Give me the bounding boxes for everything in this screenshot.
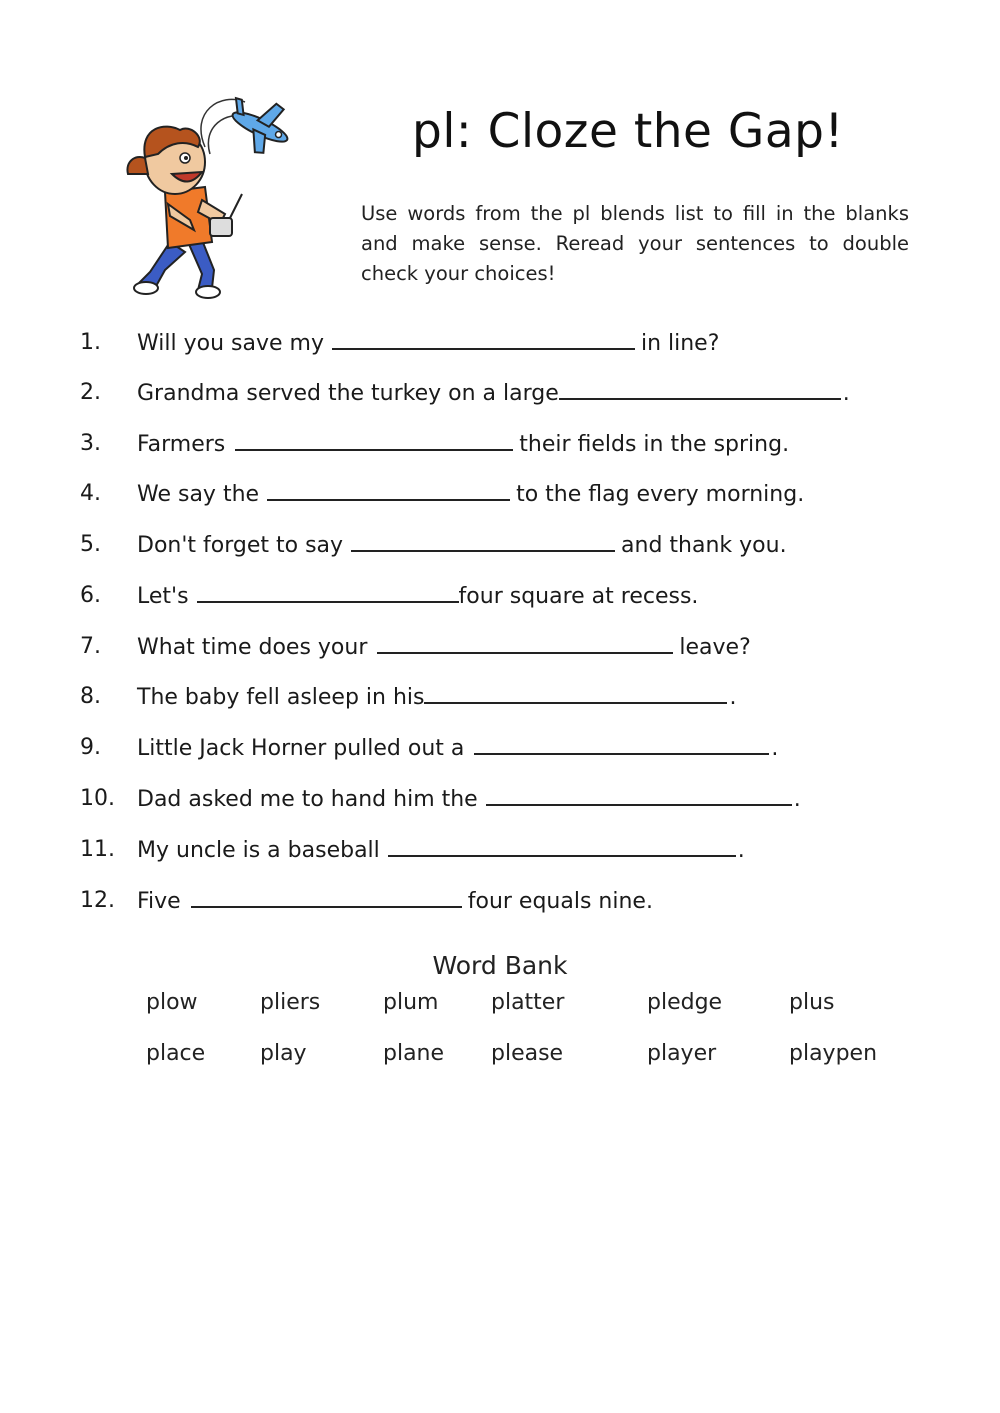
question-number: 4.: [80, 481, 101, 506]
question-text-before: Grandma served the turkey on a large: [137, 381, 559, 406]
page-title: pl: Cloze the Gap!: [412, 104, 844, 159]
question-item: [80, 731, 940, 765]
question-item: [80, 477, 940, 511]
question-text-before: We say the: [137, 482, 260, 507]
answer-blank[interactable]: [424, 680, 727, 704]
question-item: [80, 782, 940, 816]
question-number: 2.: [80, 380, 101, 405]
answer-blank[interactable]: [388, 833, 736, 857]
question-text-after: .: [737, 838, 745, 863]
word-bank-item: play: [260, 1041, 307, 1066]
question-item: [80, 427, 940, 461]
word-bank-item: plow: [146, 990, 198, 1015]
question-text-after: their fields in the spring.: [519, 432, 790, 457]
question-item: [80, 680, 940, 714]
word-bank-item: plus: [789, 990, 835, 1015]
answer-blank[interactable]: [235, 427, 513, 451]
question-text-before: Little Jack Horner pulled out a: [137, 736, 465, 761]
question-item: [80, 528, 940, 562]
answer-blank[interactable]: [559, 376, 841, 400]
answer-blank[interactable]: [351, 528, 615, 552]
question-item: [80, 326, 940, 360]
answer-blank[interactable]: [474, 731, 769, 755]
question-text-before: Don't forget to say: [137, 533, 344, 558]
question-item: [80, 630, 940, 664]
question-text-after: four equals nine.: [467, 889, 653, 914]
word-bank-item: player: [647, 1041, 717, 1066]
answer-blank[interactable]: [267, 477, 510, 501]
word-bank-item: please: [491, 1041, 564, 1066]
question-number: 1.: [80, 330, 101, 355]
question-text-before: Let's: [137, 584, 189, 609]
question-number: 5.: [80, 532, 101, 557]
answer-blank[interactable]: [377, 630, 673, 654]
question-text-after: .: [793, 787, 801, 812]
question-text-after: four square at recess.: [458, 584, 699, 609]
question-text-after: leave?: [679, 635, 751, 660]
word-bank-item: pliers: [260, 990, 321, 1015]
question-item: [80, 376, 940, 410]
question-text-after: .: [771, 736, 779, 761]
question-text-after: in line?: [640, 331, 720, 356]
word-bank-item: playpen: [789, 1041, 878, 1066]
question-number: 8.: [80, 684, 101, 709]
question-text-before: The baby fell asleep in his: [137, 685, 425, 710]
answer-blank[interactable]: [332, 326, 635, 350]
word-bank-item: place: [146, 1041, 206, 1066]
question-text-before: Five: [137, 889, 181, 914]
question-number: 6.: [80, 583, 101, 608]
word-bank-item: pledge: [647, 990, 723, 1015]
question-text-after: to the flag every morning.: [516, 482, 805, 507]
question-text-after: and thank you.: [621, 533, 787, 558]
word-bank-item: plum: [383, 990, 439, 1015]
question-text-after: .: [842, 381, 850, 406]
question-text-before: Farmers: [137, 432, 226, 457]
question-number: 11.: [80, 837, 115, 862]
question-number: 3.: [80, 431, 101, 456]
instructions-text: Use words from the pl blends list to fill in the blanks and make sense. Reread your sentences to double check your choices!: [361, 202, 909, 285]
boy-with-remote-control-airplane-icon: [110, 92, 310, 302]
word-bank-item: platter: [491, 990, 565, 1015]
word-bank-title: Word Bank: [432, 951, 568, 980]
question-text-after: .: [729, 685, 737, 710]
question-text-before: What time does your: [137, 635, 368, 660]
answer-blank[interactable]: [486, 782, 792, 806]
word-bank-item: plane: [383, 1041, 445, 1066]
answer-blank[interactable]: [191, 884, 462, 908]
question-number: 12.: [80, 888, 115, 913]
answer-blank[interactable]: [197, 579, 459, 603]
question-item: [80, 833, 940, 867]
question-text-before: My uncle is a baseball: [137, 838, 380, 863]
question-text-before: Will you save my: [137, 331, 324, 356]
question-item: [80, 579, 940, 613]
question-item: [80, 884, 940, 918]
question-text-before: Dad asked me to hand him the: [137, 787, 478, 812]
question-number: 9.: [80, 735, 101, 760]
question-number: 7.: [80, 634, 101, 659]
question-number: 10.: [80, 786, 115, 811]
